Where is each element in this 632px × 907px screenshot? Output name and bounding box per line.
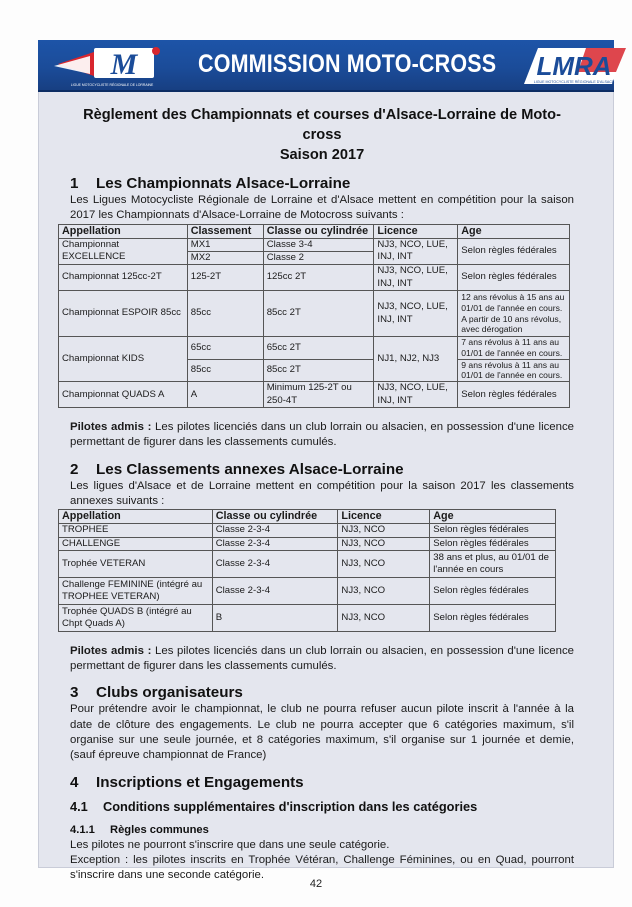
section-3-heading bbox=[70, 683, 574, 702]
table-row bbox=[59, 291, 570, 337]
page-number: 42 bbox=[309, 878, 323, 890]
cell-classement: 85cc bbox=[187, 359, 263, 382]
cell-licence: NJ3, NCO, LUE, INJ, INT bbox=[374, 265, 458, 291]
section-4-title: Inscriptions et Engagements bbox=[96, 773, 304, 791]
table-header-row bbox=[59, 224, 570, 238]
cell-appellation: TROPHEE bbox=[59, 524, 213, 537]
cell-age: Selon règles fédérales bbox=[430, 524, 556, 537]
section-3-text: Pour prétendre avoir le championnat, le club ne pourra refuser aucun pilote inscrit à l'année à la date de clôture des engagements. Le club ne pourra accepter que 6 catégories maximum, s'il organise sur une seule journée, et 8 catégories maximum, s'il organise sur 1 journée et demie, (sauf épreuve championnat de France) bbox=[70, 703, 574, 762]
section-2-number: 2 bbox=[70, 460, 79, 478]
championnats-table bbox=[58, 224, 570, 409]
table-row bbox=[59, 550, 556, 577]
table-row bbox=[59, 382, 570, 408]
cell-age: Selon règles fédérales bbox=[458, 238, 570, 264]
header-appellation: Appellation bbox=[59, 510, 213, 524]
section-3-number: 3 bbox=[70, 684, 79, 702]
logo-right-caption: LIGUE MOTOCYCLISTE RÉGIONALE D'ALSACE bbox=[533, 80, 615, 84]
cell-licence: NJ1, NJ2, NJ3 bbox=[374, 337, 458, 382]
cell-age: 7 ans révolus à 11 ans au 01/01 de l'année en cours. bbox=[458, 337, 570, 360]
cell-licence: NJ3, NCO, LUE, INJ, INT bbox=[374, 382, 458, 408]
cell-age: Selon règles fédérales bbox=[430, 577, 556, 604]
cell-licence: NJ3, NCO bbox=[338, 604, 430, 631]
cell-classe: 65cc 2T bbox=[263, 337, 374, 360]
section-4-line1: Les pilotes ne pourront s'inscrire que dans une seule catégorie. bbox=[70, 838, 390, 851]
cell-appellation: Trophée VETERAN bbox=[59, 550, 213, 577]
table-row bbox=[59, 337, 570, 360]
section-4-1-title: Conditions supplémentaires d'inscription dans les catégories bbox=[103, 798, 478, 814]
table-row bbox=[59, 537, 556, 550]
header-licence: Licence bbox=[338, 510, 430, 524]
logo-right-text: LMRA bbox=[536, 51, 612, 81]
section-4-1-number: 4.1 bbox=[70, 798, 88, 814]
section-4-line2: Exception : les pilotes inscrits en Trophée Vétéran, Challenge Féminines, ou en Quad, pourront s'inscrire dans une seconde catégorie. bbox=[70, 853, 574, 882]
banner-title: COMMISSION MOTO-CROSS bbox=[198, 50, 497, 78]
logo-left-letter: M bbox=[110, 48, 138, 81]
section-4-heading bbox=[70, 773, 574, 792]
cell-age: Selon règles fédérales bbox=[430, 604, 556, 631]
section-2-intro: Les ligues d'Alsace et de Lorraine mettent en compétition pour la saison 2017 les classements annexes suivants : bbox=[70, 479, 574, 508]
table-row bbox=[59, 238, 570, 251]
cell-age: 12 ans révolus à 15 ans au 01/01 de l'année en cours. A partir de 10 ans révolus, avec dérogation bbox=[458, 291, 570, 337]
cell-appellation: Championnat QUADS A bbox=[59, 382, 188, 408]
pilots-text: Les pilotes licenciés dans un club lorrain ou alsacien, en possession d'une licence permettant de figurer dans les classements cumulés. bbox=[70, 644, 574, 673]
table-row bbox=[59, 604, 556, 631]
cell-classement: MX2 bbox=[187, 251, 263, 264]
section-2-title: Les Classements annexes Alsace-Lorraine bbox=[96, 460, 404, 478]
cell-age: 9 ans révolus à 11 ans au 01/01 de l'année en cours. bbox=[458, 359, 570, 382]
cell-licence: NJ3, NCO bbox=[338, 577, 430, 604]
cell-classe: Classe 2-3-4 bbox=[212, 577, 338, 604]
table-header-row bbox=[59, 510, 556, 524]
section-2-pilots bbox=[70, 644, 574, 675]
header-age: Age bbox=[430, 510, 556, 524]
cell-classe: 85cc 2T bbox=[263, 359, 374, 382]
header-age: Age bbox=[458, 224, 570, 238]
document-content bbox=[62, 100, 574, 883]
cell-classement: MX1 bbox=[187, 238, 263, 251]
section-4-number: 4 bbox=[70, 773, 79, 791]
cell-appellation: Championnat ESPOIR 85cc bbox=[59, 291, 188, 337]
cell-classe: Classe 3-4 bbox=[263, 238, 374, 251]
table-row bbox=[59, 524, 556, 537]
cell-classe: Classe 2-3-4 bbox=[212, 524, 338, 537]
section-1-number: 1 bbox=[70, 175, 79, 192]
table-row bbox=[59, 265, 570, 291]
cell-classe: Classe 2-3-4 bbox=[212, 550, 338, 577]
cell-age: Selon règles fédérales bbox=[458, 382, 570, 408]
section-1-pilots bbox=[70, 420, 574, 451]
cell-classe: B bbox=[212, 604, 338, 631]
section-1-title: Les Championnats Alsace-Lorraine bbox=[96, 175, 351, 192]
logo-left-caption: LIGUE MOTOCYCLISTE RÉGIONALE DE LORRAINE bbox=[70, 83, 154, 87]
section-4-1-1-heading bbox=[70, 823, 574, 838]
pilots-label: Pilotes admis : bbox=[70, 421, 152, 434]
cell-appellation: Championnat EXCELLENCE bbox=[59, 238, 188, 264]
cell-classe: Classe 2-3-4 bbox=[212, 537, 338, 550]
cell-appellation: Trophée QUADS B (intégré au Chpt Quads A) bbox=[59, 604, 213, 631]
cell-classe: Minimum 125-2T ou 250-4T bbox=[263, 382, 374, 408]
classements-annexes-table bbox=[58, 509, 556, 631]
cell-age: 38 ans et plus, au 01/01 de l'année en cours bbox=[430, 550, 556, 577]
cell-licence: NJ3, NCO bbox=[338, 537, 430, 550]
cell-classement: 125-2T bbox=[187, 265, 263, 291]
cell-classe: 85cc 2T bbox=[263, 291, 374, 337]
header-banner bbox=[38, 40, 614, 92]
cell-licence: NJ3, NCO, LUE, INJ, INT bbox=[374, 238, 458, 264]
ligue-lorraine-logo bbox=[54, 44, 170, 88]
header-appellation: Appellation bbox=[59, 224, 188, 238]
cell-classe: 125cc 2T bbox=[263, 265, 374, 291]
header-classement: Classement bbox=[187, 224, 263, 238]
cell-classement: A bbox=[187, 382, 263, 408]
cell-classement: 85cc bbox=[187, 291, 263, 337]
cell-age: Selon règles fédérales bbox=[458, 265, 570, 291]
cell-appellation: Championnat 125cc-2T bbox=[59, 265, 188, 291]
cell-appellation: Championnat KIDS bbox=[59, 337, 188, 382]
ligue-alsace-logo bbox=[516, 44, 632, 88]
header-classe: Classe ou cylindrée bbox=[263, 224, 374, 238]
cell-classement: 65cc bbox=[187, 337, 263, 360]
cell-licence: NJ3, NCO bbox=[338, 550, 430, 577]
document-title-line1: Règlement des Championnats et courses d'Alsace-Lorraine de Moto-cross bbox=[83, 107, 561, 143]
document-title bbox=[70, 105, 574, 165]
document-title-line2: Saison 2017 bbox=[279, 147, 365, 163]
section-3-title: Clubs organisateurs bbox=[96, 684, 243, 702]
section-4-1-1-title: Règles communes bbox=[110, 823, 209, 836]
cell-licence: NJ3, NCO bbox=[338, 524, 430, 537]
section-4-1-1-number: 4.1.1 bbox=[70, 823, 95, 836]
pilots-label: Pilotes admis : bbox=[70, 644, 152, 657]
cell-appellation: CHALLENGE bbox=[59, 537, 213, 550]
cell-appellation: Challenge FEMININE (intégré au TROPHEE VETERAN) bbox=[59, 577, 213, 604]
section-1-intro: Les Ligues Motocycliste Régionale de Lorraine et d'Alsace mettent en compétition pour la saison 2017 les Championnats d'Alsace-Lorraine de Motocross suivants : bbox=[70, 194, 574, 222]
header-classe: Classe ou cylindrée bbox=[212, 510, 338, 524]
header-licence: Licence bbox=[374, 224, 458, 238]
cell-classe: Classe 2 bbox=[263, 251, 374, 264]
cell-age: Selon règles fédérales bbox=[430, 537, 556, 550]
table-row bbox=[59, 577, 556, 604]
cell-licence: NJ3, NCO, LUE, INJ, INT bbox=[374, 291, 458, 337]
section-4-1-heading bbox=[70, 798, 574, 815]
section-2-heading bbox=[70, 460, 574, 479]
pilots-text: Les pilotes licenciés dans un club lorrain ou alsacien, en possession d'une licence permettant de figurer dans les classements cumulés. bbox=[70, 421, 574, 449]
section-1-heading bbox=[70, 174, 574, 193]
